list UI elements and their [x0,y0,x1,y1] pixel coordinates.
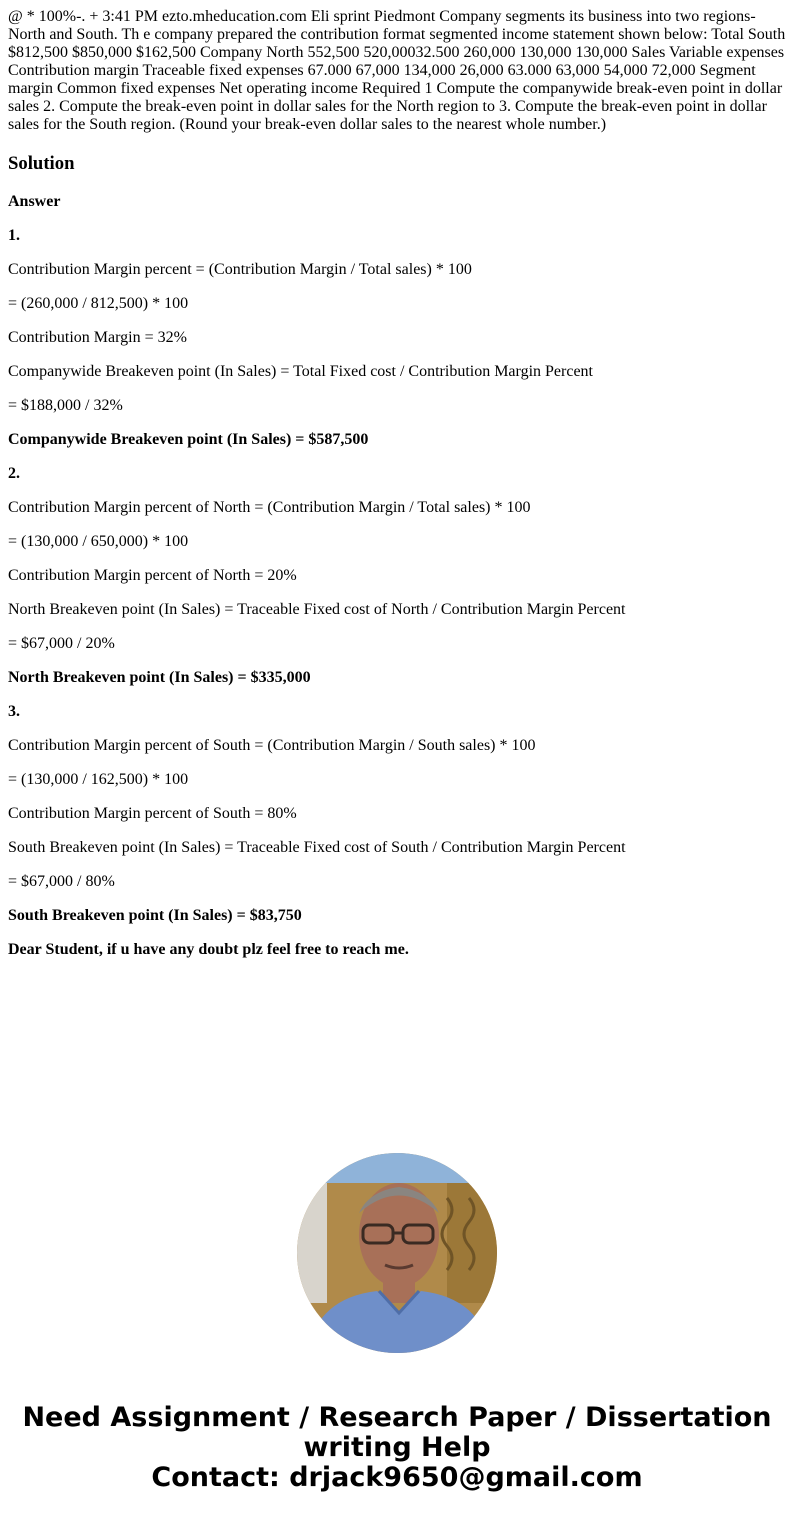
solution-line: Answer [8,193,61,210]
solution-line: South Breakeven point (In Sales) = Traceable Fixed cost of South / Contribution Margin Percent [8,839,626,856]
solution-line: South Breakeven point (In Sales) = $83,750 [8,907,302,924]
solution-line: Contribution Margin percent of North = 20% [8,567,297,584]
solution-line: North Breakeven point (In Sales) = Traceable Fixed cost of North / Contribution Margin Percent [8,601,626,618]
solution-line: Contribution Margin percent of North = (Contribution Margin / Total sales) * 100 [8,499,531,516]
solution-line: = (130,000 / 650,000) * 100 [8,533,189,550]
solution-line: 3. [8,703,20,720]
question-text: @ * 100%-. + 3:41 PM ezto.mheducation.com Eli sprint Piedmont Company segments its business into two regions-North and South. Th e company prepared the contribution format segmented income statement shown below: Total South $812,500 $850,000 $162,500 Company North 552,500 520,00032.500 260,000 130,000 130,000 Sales Variable expenses Contribution margin Traceable fixed expenses 67.000 67,000 134,000 26,000 63.000 63,000 54,000 72,000 Segment margin Common fixed expenses Net operating income Required 1 Compute the companywide break-even point in dollar sales 2. Compute the break-even point in dollar sales for the North region to 3. Compute the break-even point in dollar sales for the South region. (Round your break-even dollar sales to the nearest whole number.) [8,8,786,133]
promo-line: writing Help [303,1432,491,1463]
promo-line: Need Assignment / Research Paper / Dissertation [22,1402,772,1433]
solution-line: 1. [8,227,20,244]
promo-banner [0,1403,794,1493]
solution-line: Contribution Margin percent of South = 80% [8,805,297,822]
solution-line: = $67,000 / 20% [8,635,115,652]
solution-line: Dear Student, if u have any doubt plz feel free to reach me. [8,941,409,958]
solution-line: North Breakeven point (In Sales) = $335,000 [8,669,311,686]
solution-line: Contribution Margin percent = (Contribution Margin / Total sales) * 100 [8,261,472,278]
solution-line: Contribution Margin percent of South = (Contribution Margin / South sales) * 100 [8,737,536,754]
solution-line: 2. [8,465,20,482]
solution-heading: Solution [8,153,75,174]
solution-line: Contribution Margin = 32% [8,329,187,346]
promo-contact: Contact: drjack9650@gmail.com [151,1462,643,1493]
author-photo [297,1153,497,1353]
solution-line: Companywide Breakeven point (In Sales) = $587,500 [8,431,369,448]
solution-line: = (260,000 / 812,500) * 100 [8,295,189,312]
solution-line: Companywide Breakeven point (In Sales) = Total Fixed cost / Contribution Margin Percent [8,363,593,380]
solution-lines [8,193,786,959]
solution-line: = $188,000 / 32% [8,397,123,414]
solution-line: = (130,000 / 162,500) * 100 [8,771,189,788]
solution-line: = $67,000 / 80% [8,873,115,890]
